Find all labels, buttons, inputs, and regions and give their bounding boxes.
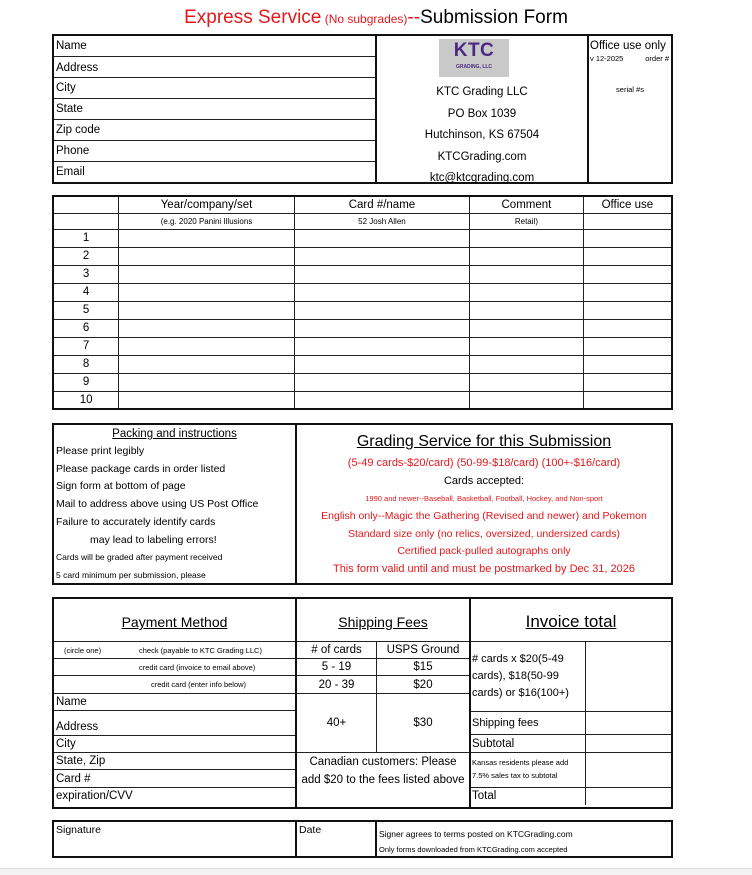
example-year-set: (e.g. 2020 Panini Illusions [119, 213, 295, 229]
year-set-input[interactable] [119, 319, 295, 337]
card-name-input[interactable] [294, 229, 469, 247]
title-dash: -- [407, 7, 421, 28]
card-name-input[interactable] [294, 319, 469, 337]
field-label: State, Zip [56, 755, 106, 767]
field-label: Name [56, 40, 87, 52]
comment-input[interactable] [470, 391, 584, 409]
shipping-header-row [297, 642, 469, 659]
field-label: Address [56, 62, 99, 74]
header-card-name: Card #/name [294, 196, 469, 213]
grading-pricing: (5-49 cards-$20/card) (50-99-$18/card) (100+-$16/card) [347, 457, 621, 469]
shipping-header-cards: # of cards [297, 642, 377, 658]
office-use-cell [583, 337, 672, 355]
invoice-title: Invoice total [525, 612, 617, 631]
office-use-cell [583, 373, 672, 391]
shipping-header-usps: USPS Ground [386, 644, 460, 656]
comment-input[interactable] [470, 319, 584, 337]
office-use-cell [583, 391, 672, 409]
company-po-box: PO Box 1039 [447, 107, 517, 120]
table-row [53, 319, 672, 337]
year-set-input[interactable] [119, 283, 295, 301]
office-use-cell [583, 301, 672, 319]
date-field[interactable] [299, 824, 321, 836]
signature-label: Signature [56, 824, 101, 836]
shipping-range: 5 - 19 [297, 659, 377, 675]
grading-service [297, 425, 671, 583]
option-label: credit card (invoice to email above) [139, 663, 256, 672]
invoice-shipping-row [471, 712, 671, 735]
office-use-cell [583, 355, 672, 373]
customer-fields [54, 36, 376, 182]
accepted-tcg: English only--Magic the Gathering (Revised and newer) and Pokemon [321, 510, 647, 522]
packing-line: 5 card minimum per submission, please [56, 569, 206, 580]
year-set-input[interactable] [119, 373, 295, 391]
card-name-input[interactable] [294, 265, 469, 283]
option-label: credit card (enter info below) [151, 680, 247, 689]
table-row [53, 391, 672, 409]
circle-one-label: (circle one) [64, 646, 102, 655]
ktc-logo [439, 39, 509, 77]
row-number: 7 [53, 337, 119, 355]
shipping-row [297, 659, 469, 676]
office-use-cell [583, 229, 672, 247]
company-name: KTC Grading LLC [436, 86, 528, 98]
row-number: 6 [53, 319, 119, 337]
invoice-title-cell [471, 599, 671, 642]
invoice-subtotal-value[interactable] [586, 735, 671, 752]
company-email: ktc@ktcgrading.com [429, 172, 535, 184]
invoice-tax-value[interactable] [586, 753, 671, 787]
field-label: Card # [56, 773, 91, 785]
office-use-cell [583, 247, 672, 265]
year-set-input[interactable] [119, 391, 295, 409]
invoice-subtotal-row [471, 735, 671, 753]
table-row [53, 247, 672, 265]
field-email[interactable] [54, 162, 376, 182]
invoice-subtotal-label: Subtotal [471, 735, 586, 752]
title-submission: Submission Form [420, 7, 568, 28]
office-use-cell [583, 283, 672, 301]
payment-state-zip-field[interactable] [54, 753, 295, 770]
terms-line-1: Signer agrees to terms posted on KTCGrading.com [379, 829, 573, 839]
invoice-cards-label: # cards x $20(5-49 cards), $18(50-99 cards) or $16(100+) [471, 642, 586, 711]
field-label: Email [56, 166, 85, 178]
comment-input[interactable] [470, 265, 584, 283]
year-set-input[interactable] [119, 337, 295, 355]
card-name-input[interactable] [294, 301, 469, 319]
company-city: Hutchinson, KS 67504 [424, 129, 540, 141]
header-cell [53, 196, 119, 213]
payment-name-field[interactable] [54, 694, 295, 711]
divider [375, 822, 377, 856]
signature-field[interactable] [54, 824, 101, 836]
field-label: City [56, 738, 76, 750]
office-use-cell [583, 265, 672, 283]
invoice-cards-value[interactable] [586, 642, 671, 711]
payment-option-check[interactable] [54, 642, 295, 659]
packing-line: Cards will be graded after payment received [56, 552, 223, 563]
comment-input[interactable] [470, 247, 584, 265]
customer-info-section [52, 34, 673, 184]
row-number: 3 [53, 265, 119, 283]
shipping-title: Shipping Fees [338, 614, 428, 630]
year-set-input[interactable] [119, 247, 295, 265]
field-phone[interactable] [54, 141, 376, 162]
expiration-cvv-field[interactable] [54, 788, 295, 805]
invoice-tax-label: Kansas residents please add 7.5% sales tax to subtotal [471, 753, 586, 787]
example-cell [53, 213, 119, 229]
header-comment: Comment [470, 196, 584, 213]
packing-instructions [54, 425, 295, 583]
payment-option-card[interactable] [54, 676, 295, 694]
field-address[interactable] [54, 57, 376, 78]
shipping-title-cell [297, 599, 469, 642]
grading-title: Grading Service for this Submission [356, 433, 612, 450]
card-name-input[interactable] [294, 391, 469, 409]
card-name-input[interactable] [294, 247, 469, 265]
year-set-input[interactable] [119, 265, 295, 283]
table-row [53, 337, 672, 355]
field-label: State [56, 103, 83, 115]
table-row [53, 265, 672, 283]
canadian-note: Canadian customers: Please add $20 to the fees listed above [301, 756, 465, 786]
year-set-input[interactable] [119, 301, 295, 319]
packing-line: Sign form at bottom of page [56, 480, 186, 493]
shipping-row [297, 676, 469, 694]
accepted-autographs: Certified pack-pulled autographs only [397, 545, 571, 557]
invoice-total [471, 599, 671, 807]
invoice-shipping-label: Shipping fees [471, 712, 586, 734]
field-label: Address [56, 721, 99, 733]
shipping-price: $30 [413, 717, 433, 729]
card-name-input[interactable] [294, 337, 469, 355]
row-number: 5 [53, 301, 119, 319]
field-label: City [56, 82, 76, 94]
row-number: 8 [53, 355, 119, 373]
office-use-box [589, 36, 671, 182]
field-city[interactable] [54, 78, 376, 99]
comment-input[interactable] [470, 301, 584, 319]
office-use-title: Office use only [590, 40, 666, 52]
logo-subtext: GRADING, LLC [455, 64, 493, 70]
payment-address-field[interactable] [54, 711, 295, 736]
cards-table [52, 195, 673, 410]
table-row [53, 355, 672, 373]
example-office [583, 213, 672, 229]
card-name-input[interactable] [294, 355, 469, 373]
year-set-input[interactable] [119, 229, 295, 247]
packing-line: Please print legibly [56, 445, 145, 457]
example-card-name: 52 Josh Allen [294, 213, 469, 229]
shipping-price: $20 [413, 679, 433, 691]
payment-title-cell [54, 599, 295, 642]
row-number: 4 [53, 283, 119, 301]
form-title [0, 7, 752, 29]
year-set-input[interactable] [119, 355, 295, 373]
field-label: expiration/CVV [56, 790, 133, 802]
field-zip[interactable] [54, 120, 376, 141]
header-office-use: Office use [583, 196, 672, 213]
table-row [53, 229, 672, 247]
terms-line-2: Only forms downloaded from KTCGrading.com accepted [379, 845, 568, 854]
field-name[interactable] [54, 36, 376, 57]
comment-input[interactable] [470, 355, 584, 373]
instructions-section [52, 423, 673, 585]
packing-line: Failure to accurately identify cards [56, 515, 216, 528]
accepted-size: Standard size only (no relics, oversized, undersized cards) [348, 527, 620, 540]
invoice-cards-row [471, 642, 671, 712]
packing-line: may lead to labeling errors! [90, 533, 217, 546]
invoice-total-value[interactable] [586, 788, 671, 805]
table-row [53, 301, 672, 319]
invoice-shipping-value[interactable] [586, 712, 671, 734]
logo-text: KTC [453, 40, 495, 61]
payment-city-field[interactable] [54, 736, 295, 753]
invoice-total-row [471, 788, 671, 805]
office-version-row [589, 52, 671, 63]
shipping-range: 40+ [297, 694, 377, 752]
field-label: Name [56, 696, 87, 708]
row-number: 2 [53, 247, 119, 265]
payment-section [52, 597, 673, 809]
terms-text [379, 826, 573, 858]
page-bottom-bar [0, 868, 752, 875]
company-info [377, 36, 587, 182]
table-header-row [53, 196, 672, 213]
shipping-fees [297, 599, 469, 807]
table-row [53, 283, 672, 301]
invoice-total-label: Total [471, 788, 586, 805]
card-name-input[interactable] [294, 373, 469, 391]
invoice-tax-row [471, 753, 671, 788]
field-label: Phone [56, 145, 90, 157]
packing-line: Please package cards in order listed [56, 462, 226, 475]
table-row [53, 373, 672, 391]
packing-line: Mail to address above using US Post Office [56, 498, 259, 511]
date-label: Date [299, 824, 322, 836]
card-name-input[interactable] [294, 283, 469, 301]
comment-input[interactable] [470, 337, 584, 355]
card-number-field[interactable] [54, 770, 295, 788]
row-number: 9 [53, 373, 119, 391]
header-year-company-set: Year/company/set [119, 196, 295, 213]
company-address [377, 82, 587, 190]
shipping-price: $15 [413, 661, 433, 673]
comment-input[interactable] [470, 283, 584, 301]
payment-title: Payment Method [121, 614, 228, 630]
office-use-cell [583, 319, 672, 337]
form-validity: This form valid until and must be postmarked by Dec 31, 2026 [332, 562, 636, 575]
comment-input[interactable] [470, 373, 584, 391]
shipping-row [297, 694, 469, 753]
cards-accepted-label: Cards accepted: [443, 475, 525, 487]
example-row [53, 213, 672, 229]
accepted-sports: 1990 and newer--Baseball, Basketball, Football, Hockey, and Non-sport [365, 494, 603, 503]
signature-section [52, 820, 673, 858]
packing-title: Packing and instructions [112, 428, 237, 440]
order-label[interactable]: order # [645, 54, 669, 63]
field-label: Zip code [56, 124, 101, 136]
divider [295, 822, 297, 856]
payment-option-invoice[interactable] [54, 659, 295, 676]
row-number: 10 [53, 391, 119, 409]
example-comment: Retail) [470, 213, 584, 229]
shipping-range: 20 - 39 [297, 676, 377, 693]
field-state[interactable] [54, 99, 376, 120]
title-no-subgrades: (No subgrades) [321, 12, 408, 26]
comment-input[interactable] [470, 229, 584, 247]
row-number: 1 [53, 229, 119, 247]
payment-method [54, 599, 295, 807]
option-label: check (payable to KTC Grading LLC) [139, 646, 262, 655]
serial-label[interactable]: serial #s [616, 85, 644, 94]
version-label: v 12-2025 [590, 54, 624, 63]
title-express: Express Service [184, 7, 322, 28]
company-website: KTCGrading.com [437, 150, 527, 163]
